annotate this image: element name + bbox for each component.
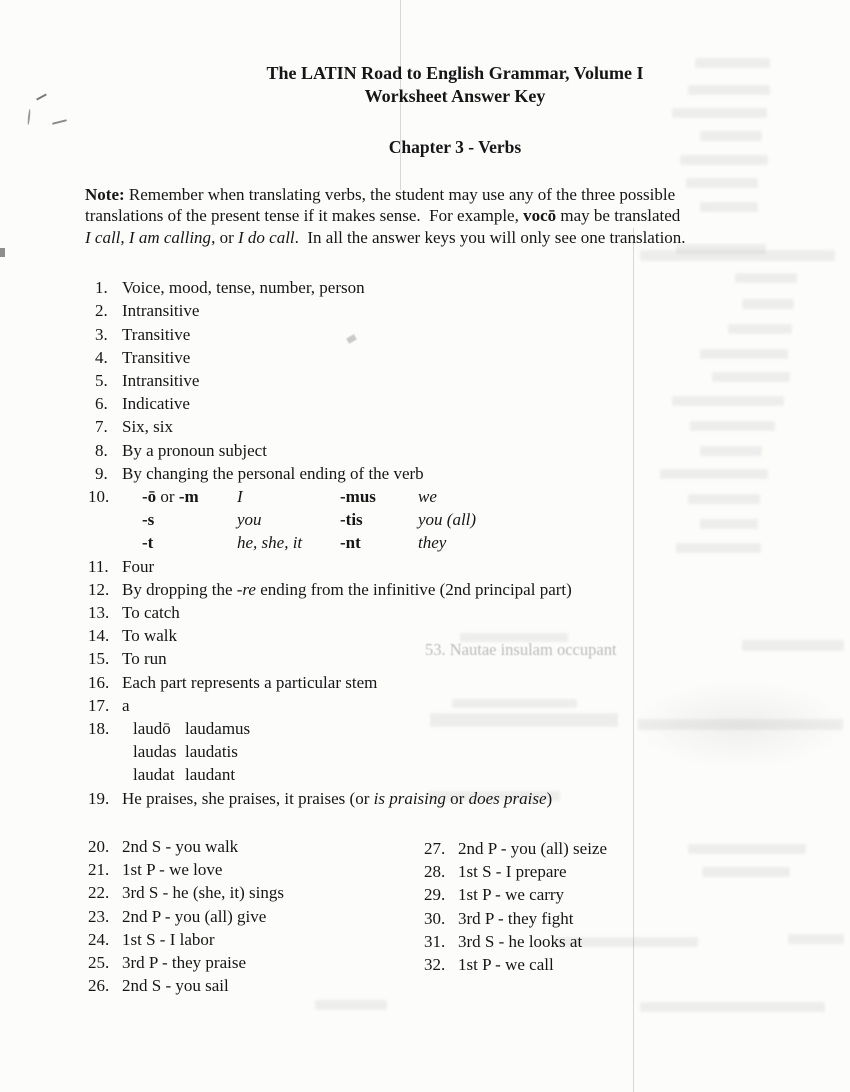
- answer-item: [88, 462, 850, 485]
- item-text: 3rd S - he (she, it) sings: [122, 883, 284, 903]
- answers-two-column-section: [88, 835, 850, 997]
- item-number: 22.: [88, 883, 110, 903]
- item-number: 7.: [95, 417, 108, 437]
- item-text: To run: [122, 649, 167, 669]
- answer-item-10: [88, 485, 850, 555]
- item-text: Intransitive: [122, 371, 200, 391]
- item-text: Indicative: [122, 394, 190, 414]
- endings-cell: he, she, it: [237, 533, 303, 553]
- doc-title-line1: The LATIN Road to English Grammar, Volume I: [266, 63, 644, 83]
- item-text: 1st P - we love: [122, 860, 223, 880]
- answer-item: [88, 555, 850, 578]
- conjugation-cell: laudō: [133, 719, 171, 739]
- endings-row: [122, 485, 850, 508]
- endings-cell: we: [418, 487, 437, 507]
- item-text: Voice, mood, tense, number, person: [122, 278, 365, 298]
- note-line: Note: Remember when translating verbs, the student may use any of the three possible: [85, 185, 676, 204]
- endings-cell: -t: [142, 533, 154, 553]
- item-text: By dropping the -re ending from the infinitive (2nd principal part): [122, 579, 572, 599]
- document-header: [60, 62, 850, 107]
- item-number: 14.: [88, 626, 110, 646]
- item-text: Four: [122, 556, 155, 576]
- answer-item: [88, 392, 850, 415]
- answer-item: [88, 601, 850, 624]
- endings-cell: you (all): [418, 510, 477, 530]
- answer-item: [88, 694, 850, 717]
- answer-item: [424, 860, 850, 883]
- item-text: a: [122, 695, 130, 715]
- answers-1-9: [88, 276, 850, 485]
- item-number: 27.: [424, 838, 446, 858]
- item-text: 1st S - I prepare: [458, 862, 567, 882]
- item-number: 1.: [95, 278, 108, 298]
- item-number: 18.: [88, 719, 110, 739]
- bleed-through-text: 53. Nautae insulam occupant: [425, 640, 617, 659]
- item-text: 3rd S - he looks at: [458, 931, 583, 951]
- item-text: Intransitive: [122, 301, 200, 321]
- item-number: 24.: [88, 929, 110, 949]
- doc-title-line2: Worksheet Answer Key: [364, 85, 546, 106]
- answer-item: [88, 369, 850, 392]
- item-text: Transitive: [122, 324, 191, 344]
- answer-item: [88, 951, 424, 974]
- endings-cell: they: [418, 533, 447, 553]
- item-number: 6.: [95, 394, 108, 414]
- verb-endings-table: [122, 485, 850, 555]
- answer-item: [88, 624, 850, 647]
- answer-item: [88, 835, 424, 858]
- item-number: 29.: [424, 885, 446, 905]
- item-number: 23.: [88, 906, 110, 926]
- answer-item: [88, 881, 424, 904]
- item-text: 2nd S - you sail: [122, 976, 229, 996]
- item-text: 1st P - we carry: [458, 885, 565, 905]
- conjugation-cell: laudamus: [185, 719, 251, 739]
- answer-item: [88, 578, 850, 601]
- item-text: He praises, she praises, it praises (or is praising or does praise): [122, 788, 553, 808]
- answer-item: [88, 323, 850, 346]
- endings-row: [122, 508, 850, 531]
- answer-item: [88, 346, 850, 369]
- item-text: To walk: [122, 626, 177, 646]
- item-number: 26.: [88, 976, 110, 996]
- item-text: 2nd P - you (all) seize: [458, 838, 608, 858]
- item-number: 13.: [88, 603, 110, 623]
- item-text: 2nd S - you walk: [122, 836, 239, 856]
- endings-cell: you: [237, 510, 262, 530]
- answer-item: [88, 299, 850, 322]
- item-number: 2.: [95, 301, 108, 321]
- item-number: 30.: [424, 908, 446, 928]
- endings-cell: -tis: [340, 510, 363, 530]
- conjugation-cell: laudat: [133, 765, 175, 785]
- item-text: To catch: [122, 603, 180, 623]
- endings-cell: -mus: [340, 487, 376, 507]
- item-text: By a pronoun subject: [122, 440, 267, 460]
- answer-item: [424, 837, 850, 860]
- endings-cell: I: [237, 487, 243, 507]
- item-number: 4.: [95, 347, 108, 367]
- item-number: 20.: [88, 836, 110, 856]
- item-number: 15.: [88, 649, 110, 669]
- item-number: 17.: [88, 695, 110, 715]
- item-number: 19.: [88, 788, 110, 808]
- conjugation-cell: laudant: [185, 765, 236, 785]
- endings-cell: -ō or -m: [142, 487, 199, 507]
- answer-item: [88, 858, 424, 881]
- answer-item: [424, 930, 850, 953]
- endings-cell: -nt: [340, 533, 361, 553]
- item-text: 2nd P - you (all) give: [122, 906, 267, 926]
- item-number: 8.: [95, 440, 108, 460]
- item-number: 11.: [88, 556, 109, 576]
- note-paragraph: [85, 184, 850, 248]
- item-text: 1st P - we call: [458, 954, 554, 974]
- bleed-through-smudge: [640, 1002, 825, 1012]
- bleed-through-smudge: [315, 1000, 387, 1010]
- chapter-heading: Chapter 3 - Verbs: [388, 137, 522, 157]
- answer-item: [88, 974, 424, 997]
- item-text: 3rd P - they fight: [458, 908, 574, 928]
- item-number: 9.: [95, 463, 108, 483]
- conjugation-cell: laudas: [133, 742, 177, 762]
- item-text: 3rd P - they praise: [122, 952, 247, 972]
- item-text: Transitive: [122, 347, 191, 367]
- answers-27-32: [424, 837, 850, 997]
- item-number: 28.: [424, 862, 446, 882]
- item-number: 3.: [95, 324, 108, 344]
- answer-item: [88, 276, 850, 299]
- answer-item: [424, 953, 850, 976]
- conjugation-cell: laudatis: [185, 742, 238, 762]
- item-number: 25.: [88, 952, 110, 972]
- document-content: [0, 62, 850, 997]
- answer-item-18: [88, 717, 850, 787]
- endings-row: [122, 531, 850, 554]
- answer-item: [424, 907, 850, 930]
- answers-20-26: [88, 835, 424, 997]
- item-number: 31.: [424, 931, 446, 951]
- conjugation-row: [122, 763, 850, 786]
- answer-item: [88, 671, 850, 694]
- item-text: Each part represents a particular stem: [122, 672, 378, 692]
- item-number: 32.: [424, 954, 446, 974]
- item-text: Six, six: [122, 417, 174, 437]
- answer-item: [88, 415, 850, 438]
- note-line: I call, I am calling, or I do call. In all the answer keys you will only see one translation.: [85, 227, 686, 247]
- answer-item-19: [88, 787, 850, 810]
- item-text: By changing the personal ending of the verb: [122, 463, 424, 483]
- answer-item: [424, 883, 850, 906]
- conjugation-row: [122, 740, 850, 763]
- conjugation-table: [122, 717, 850, 787]
- answers-11-17: [88, 555, 850, 717]
- item-number: 21.: [88, 860, 110, 880]
- answer-item: [88, 928, 424, 951]
- item-number: 12.: [88, 579, 110, 599]
- item-text: 1st S - I labor: [122, 929, 215, 949]
- answer-item: [88, 905, 424, 928]
- conjugation-row: [122, 717, 850, 740]
- item-number: 16.: [88, 672, 110, 692]
- note-line: translations of the present tense if it makes sense. For example, vocō may be translated: [85, 206, 681, 226]
- answer-item: [88, 439, 850, 462]
- answer-item: [88, 647, 850, 670]
- endings-cell: -s: [142, 510, 155, 530]
- item-number: 10.: [88, 487, 110, 507]
- item-number: 5.: [95, 371, 108, 391]
